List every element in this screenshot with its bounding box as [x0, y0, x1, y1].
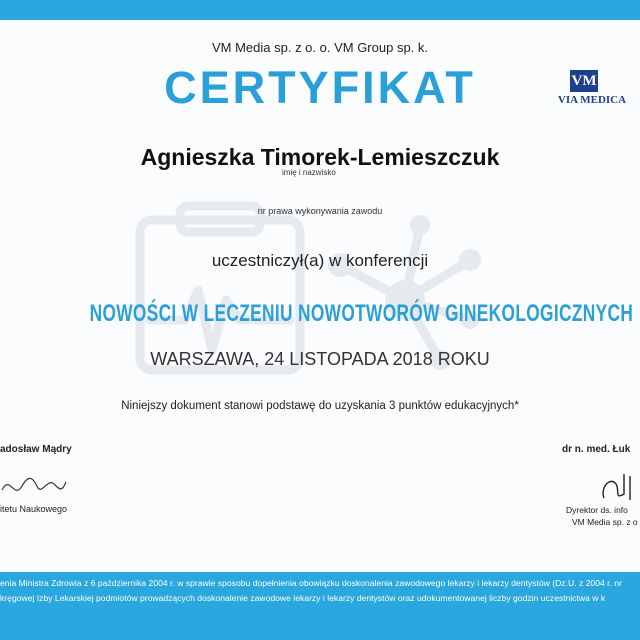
education-points-note: Niniejszy dokument stanowi podstawę do uzyskania 3 punktów edukacyjnych*: [121, 400, 519, 412]
right-signatory-role-line2: VM Media sp. z o: [572, 517, 638, 527]
via-medica-logo: [553, 70, 631, 110]
right-signature-icon: [594, 470, 640, 504]
left-signature-icon: [0, 462, 70, 504]
right-signatory-name: dr n. med. Łuk: [562, 444, 631, 455]
left-signatory-name: adosław Mądry: [0, 444, 72, 455]
right-signatory-role-line1: Dyrektor ds. info: [566, 505, 628, 515]
publisher-line: VM Media sp. z o. o. VM Group sp. k.: [211, 40, 429, 55]
logo-mark: VM: [570, 70, 598, 92]
left-signatory-role: itetu Naukowego: [0, 504, 68, 514]
conference-place-date: WARSZAWA, 24 LISTOPADA 2018 ROKU: [150, 349, 490, 369]
license-number-label: nr prawa wykonywania zawodu: [257, 206, 383, 216]
certificate-title: CERTYFIKAT: [164, 62, 476, 113]
participant-name-caption: imię i nazwisko: [282, 168, 336, 177]
conference-title: NOWOŚCI W LECZENIU NOWOTWORÓW GINEKOLOGICZNYCH: [89, 300, 634, 327]
participation-text: uczestniczył(a) w konferencji: [211, 251, 429, 270]
legal-footer-band: [0, 572, 640, 640]
logo-name: VIA MEDICA: [557, 94, 627, 106]
participant-name: Agnieszka Timorek-Lemieszczuk: [140, 144, 500, 170]
molecule-watermark-icon: [328, 215, 481, 370]
legal-footer-line-1: enia Ministra Zdrowia z 6 października 2004 r. w sprawie sposobu dopełnienia obowiązku doskonalenia zawodowego lekarzy i lekarzy dentystów (Dz.U. z 2004 r. nr: [0, 578, 622, 588]
clipboard-watermark-icon: [140, 220, 300, 370]
legal-footer-line-2: kręgowej Izby Lekarskiej podmiotów prowadzących doskonalenie zawodowe lekarzy i lekarzy dentystów oraz udokumentowanej liczby godzin uczestnictwa w k: [0, 593, 606, 603]
